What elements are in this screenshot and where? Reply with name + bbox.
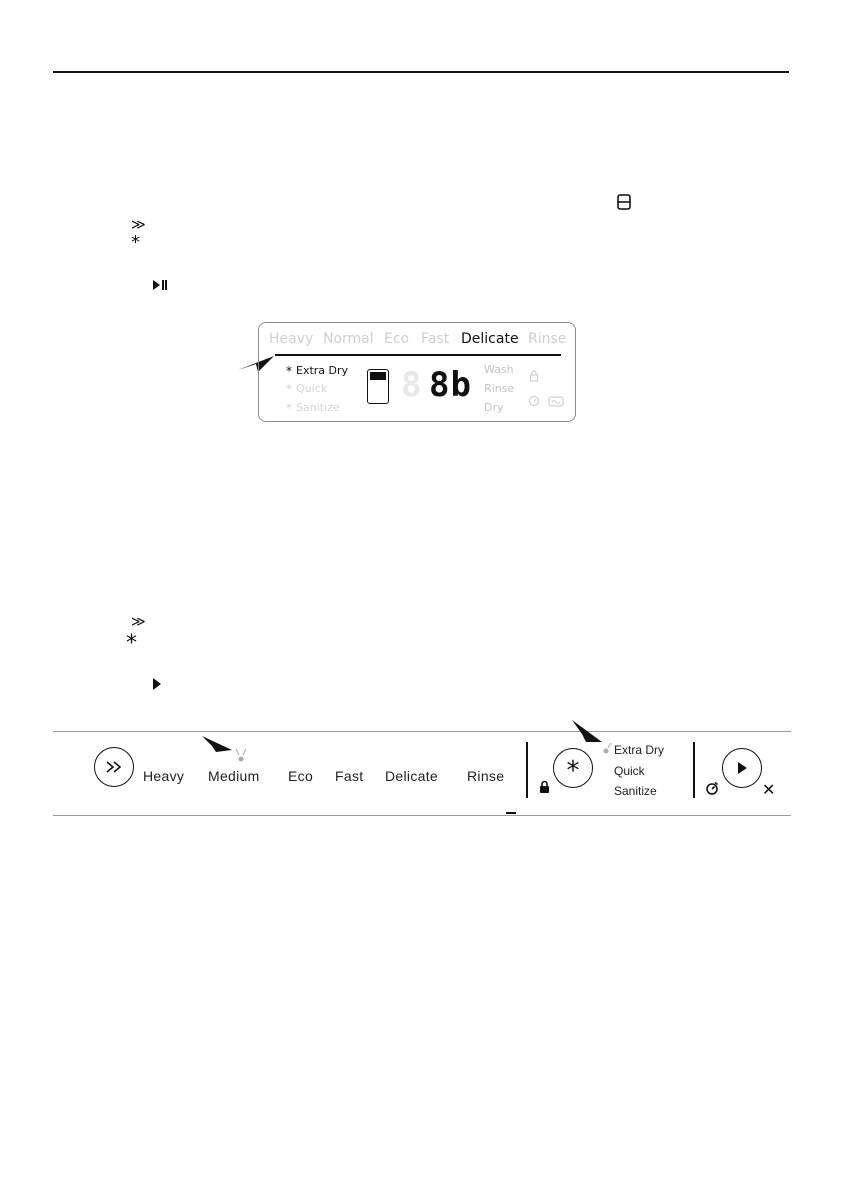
program-label-heavy: Heavy (143, 768, 185, 784)
indicator-led-medium (233, 747, 249, 763)
indicator-led-extra-dry (600, 742, 614, 756)
play-triangle-icon (152, 677, 162, 693)
battery-icon (367, 369, 389, 404)
chevrons-icon (105, 760, 123, 774)
display-program-eco: Eco (384, 331, 410, 347)
control-bar-top-rule (53, 731, 791, 732)
timer-icon (528, 395, 540, 407)
digit-display-dim: 8 (401, 365, 423, 405)
option-label-sanitize: Sanitize (614, 784, 657, 798)
digit-display-lit: 8b (429, 365, 472, 405)
display-program-rinse: Rinse (528, 331, 567, 347)
option-label-quick: Quick (614, 764, 645, 778)
asterisk-icon: * (286, 382, 292, 396)
small-tick-mark (506, 812, 516, 814)
display-option-extra-dry: Extra Dry (296, 364, 349, 377)
pointer-arrow-icon (200, 734, 234, 756)
play-icon (736, 761, 748, 775)
display-program-heavy: Heavy (269, 331, 314, 347)
panel-icon (617, 194, 631, 210)
program-label-eco: Eco (288, 768, 314, 784)
program-label-rinse: Rinse (467, 768, 505, 784)
display-divider (275, 354, 561, 356)
display-panel (258, 322, 576, 422)
control-divider-1 (526, 742, 528, 798)
control-bar-bottom-rule (53, 815, 791, 816)
pointer-arrow-icon (568, 718, 604, 748)
program-label-delicate: Delicate (385, 768, 438, 784)
start-button[interactable] (722, 748, 762, 788)
display-program-normal: Normal (323, 331, 374, 347)
asterisk-icon: * (286, 364, 292, 378)
stage-rinse: Rinse (484, 382, 515, 395)
display-option-sanitize: Sanitize (296, 401, 340, 414)
option-button[interactable] (553, 748, 593, 788)
rinse-aid-icon (548, 396, 564, 407)
lock-icon (539, 780, 550, 794)
asterisk-icon: * (126, 631, 137, 656)
option-label-extra-dry: Extra Dry (614, 743, 665, 757)
display-program-delicate: Delicate (461, 331, 519, 347)
chevrons-icon: ≫ (131, 217, 146, 233)
display-program-fast: Fast (421, 331, 450, 347)
stage-wash: Wash (484, 363, 514, 376)
program-label-fast: Fast (335, 768, 364, 784)
chevrons-icon: ≫ (131, 614, 146, 630)
program-button[interactable] (94, 747, 134, 787)
lock-icon (529, 370, 539, 382)
cancel-mark-icon: ✕ (762, 780, 776, 799)
asterisk-icon: * (131, 232, 140, 253)
header-rule (53, 71, 789, 73)
control-divider-2 (693, 742, 695, 798)
program-label-medium: Medium (208, 768, 260, 784)
timer-icon (705, 781, 719, 795)
play-pause-icon (152, 278, 168, 294)
asterisk-icon: * (286, 401, 292, 415)
stage-dry: Dry (484, 401, 504, 414)
display-option-quick: Quick (296, 382, 328, 395)
asterisk-icon: * (566, 756, 580, 786)
